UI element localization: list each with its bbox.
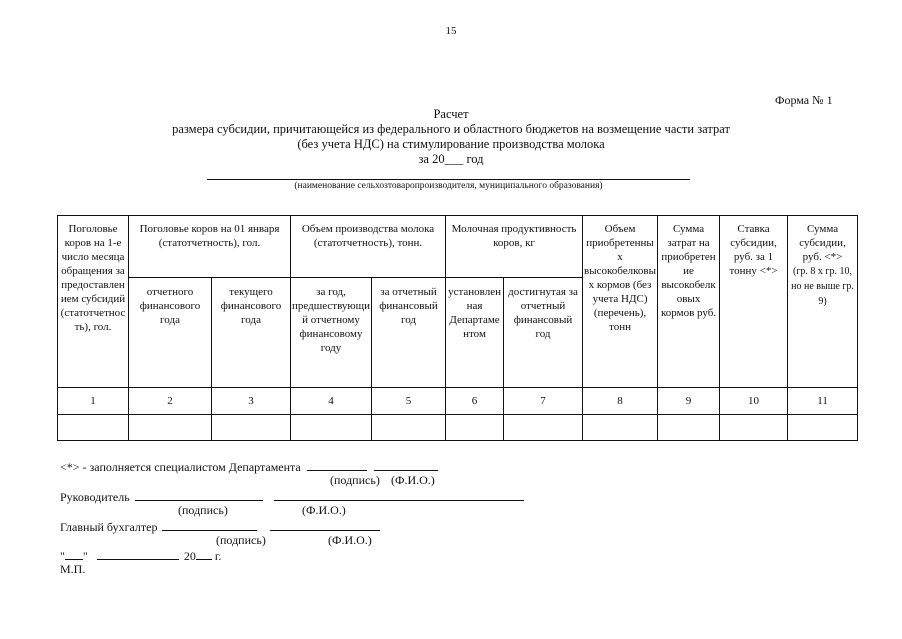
head-signature-blank[interactable]	[135, 489, 263, 501]
header-productivity-achieved: достигнутая за отчетный финансовый год	[504, 278, 583, 388]
head-captions-row	[60, 503, 524, 517]
header-feed-volume: Объем приобретенных высокобелковых кормов (без учета НДС) (перечень), тонн	[583, 216, 658, 388]
department-name-blank[interactable]	[374, 459, 438, 471]
column-number: 11	[788, 388, 858, 415]
date-year-prefix: 20	[183, 549, 196, 563]
date-day-blank[interactable]	[65, 548, 83, 560]
header-feed-costs: Сумма затрат на приобретение высокобелковых кормов руб.	[658, 216, 720, 388]
column-number: 3	[212, 388, 291, 415]
department-signature-blank[interactable]	[307, 459, 367, 471]
header-subsidy-amount	[788, 216, 858, 388]
head-label: Руководитель	[60, 490, 130, 504]
accountant-row	[60, 519, 524, 533]
accountant-signature-blank[interactable]	[162, 519, 257, 531]
org-name-line	[207, 179, 690, 180]
department-note-row	[60, 459, 524, 473]
header-cows-current: Поголовье коров на 1-е число месяца обращения за предоставлением субсидий (статотчетность), гол.	[58, 216, 129, 388]
signature-block	[60, 459, 524, 576]
date-row	[60, 548, 524, 562]
header-herd-jan1: Поголовье коров на 01 января (статотчетность), гол.	[129, 216, 291, 278]
data-cell[interactable]	[129, 415, 212, 441]
header-volume-prior-year: за год, предшествующий отчетному финансовому году	[291, 278, 372, 388]
data-cell[interactable]	[583, 415, 658, 441]
header-milk-productivity: Молочная продуктивность коров, кг	[446, 216, 583, 278]
head-name-caption: (Ф.И.О.)	[302, 503, 346, 517]
title-line-1: Расчет	[433, 107, 469, 121]
column-number: 1	[58, 388, 129, 415]
data-row	[58, 415, 858, 441]
accountant-label: Главный бухгалтер	[60, 520, 158, 534]
data-cell[interactable]	[446, 415, 504, 441]
department-captions-row	[60, 473, 524, 487]
date-close-quote: "	[82, 549, 88, 563]
accountant-signature-caption: (подпись)	[216, 533, 266, 547]
data-cell[interactable]	[788, 415, 858, 441]
header-subsidy-rate: Ставка субсидии, руб. за 1 тонну <*>	[720, 216, 788, 388]
head-name-blank[interactable]	[274, 489, 524, 501]
stamp-row	[60, 562, 524, 576]
data-cell[interactable]	[212, 415, 291, 441]
data-cell[interactable]	[658, 415, 720, 441]
data-cell[interactable]	[291, 415, 372, 441]
column-number: 4	[291, 388, 372, 415]
column-number-row	[58, 388, 858, 415]
data-cell[interactable]	[720, 415, 788, 441]
document-title	[0, 107, 902, 167]
header-volume-reporting-year: за отчетный финансовый год	[372, 278, 446, 388]
org-name-caption: (наименование сельхозтоваропроизводителя, муниципального образования)	[294, 181, 603, 191]
data-cell[interactable]	[504, 415, 583, 441]
column-number: 5	[372, 388, 446, 415]
head-signature-caption: (подпись)	[178, 503, 228, 517]
accountant-name-blank[interactable]	[270, 519, 380, 531]
form-number: Форма № 1	[775, 93, 833, 107]
stamp-label: М.П.	[60, 562, 86, 576]
subsidy-amount-label: Сумма субсидии, руб. <*>	[799, 223, 846, 263]
department-note: <*> - заполняется специалистом Департамента	[60, 460, 301, 474]
head-row	[60, 489, 524, 503]
title-line-3: (без учета НДС) на стимулирование производства молока	[297, 137, 605, 151]
accountant-captions-row	[60, 533, 524, 547]
header-productivity-set: установленная Департаментом	[446, 278, 504, 388]
header-milk-volume: Объем производства молока (статотчетность), тонн.	[291, 216, 446, 278]
data-cell[interactable]	[372, 415, 446, 441]
column-number: 6	[446, 388, 504, 415]
date-open-quote: "	[60, 549, 65, 563]
accountant-name-caption: (Ф.И.О.)	[328, 533, 372, 547]
subsidy-calculation-table	[57, 215, 858, 441]
department-name-caption: (Ф.И.О.)	[391, 473, 435, 487]
date-year-blank[interactable]	[196, 548, 212, 560]
column-number: 2	[129, 388, 212, 415]
data-cell[interactable]	[58, 415, 129, 441]
column-number: 8	[583, 388, 658, 415]
date-year-suffix: г.	[214, 549, 222, 563]
column-number: 10	[720, 388, 788, 415]
page-number: 15	[445, 25, 457, 37]
column-number: 9	[658, 388, 720, 415]
title-line-4: за 20___ год	[418, 152, 484, 166]
subsidy-amount-note: (гр. 8 х гр. 10, но не выше гр. 9)	[791, 266, 854, 307]
header-herd-reporting-year: отчетного финансового года	[129, 278, 212, 388]
date-month-blank[interactable]	[97, 548, 179, 560]
header-herd-current-year: текущего финансового года	[212, 278, 291, 388]
department-signature-caption: (подпись)	[330, 473, 380, 487]
column-number: 7	[504, 388, 583, 415]
title-line-2: размера субсидии, причитающейся из федерального и областного бюджетов на возмещение части затрат	[172, 122, 730, 136]
